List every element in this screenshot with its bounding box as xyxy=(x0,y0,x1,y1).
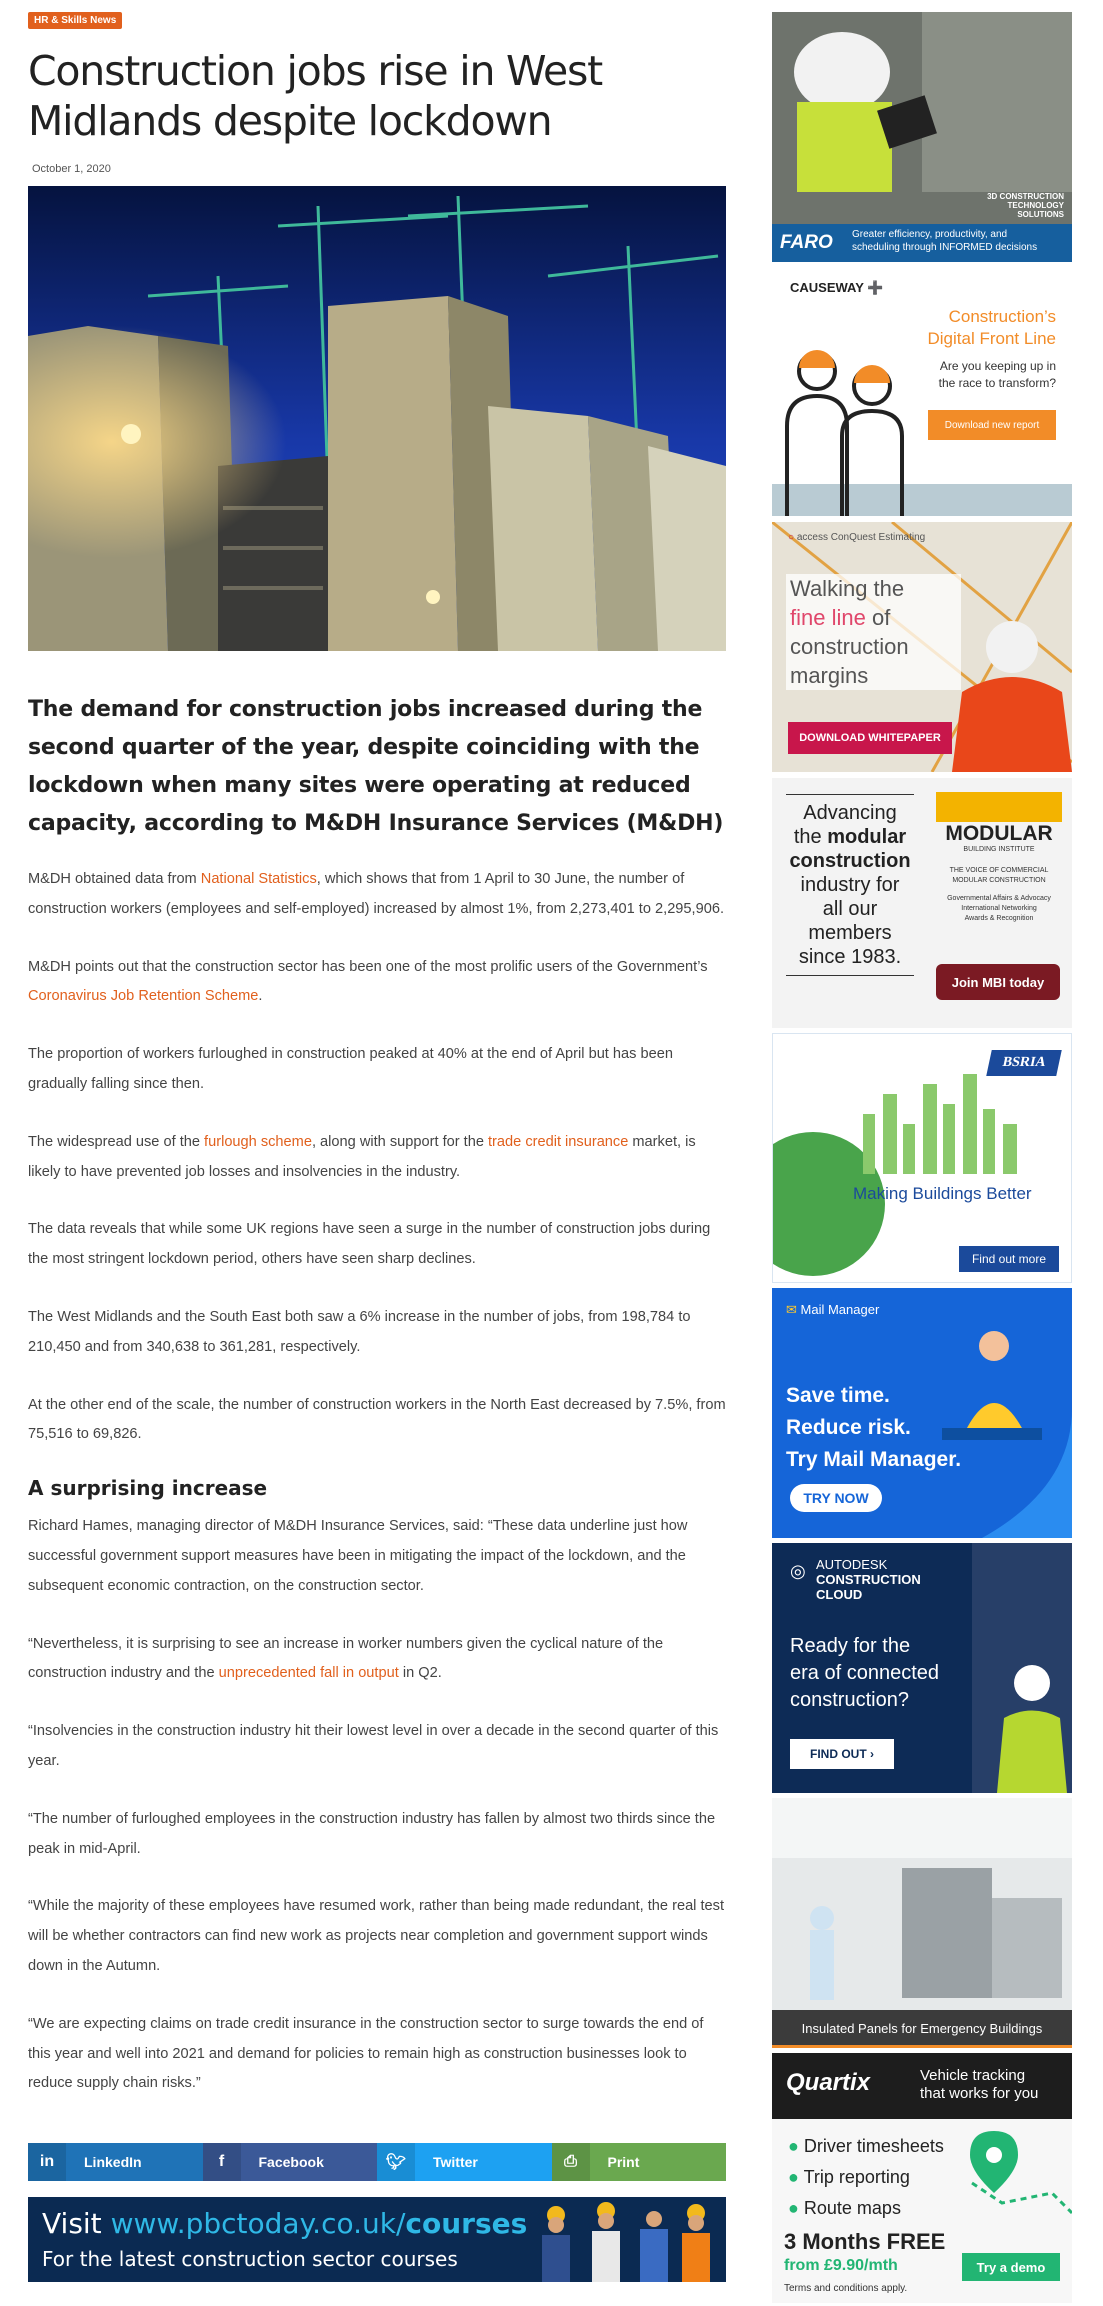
link-furlough-scheme[interactable]: furlough scheme xyxy=(204,1133,312,1150)
ad-mail-manager[interactable] xyxy=(772,1288,1072,1538)
panels-caption: Insulated Panels for Emergency Buildings xyxy=(801,2021,1043,2036)
linkedin-icon: in xyxy=(28,2143,66,2181)
causeway-subtitle: Are you keeping up in the race to transform? xyxy=(938,359,1056,390)
mbi-tagline: THE VOICE OF COMMERCIAL MODULAR CONSTRUCTION Governmental Affairs & Advocacy International Networking Awards & Recognition xyxy=(947,867,1051,922)
paragraph: “Nevertheless, it is surprising to see an increase in worker numbers given the cyclical nature of the construction industry and the unprecedented fall in output in Q2. xyxy=(28,1635,664,1682)
ad-causeway[interactable] xyxy=(772,266,1072,516)
paragraph: At the other end of the scale, the number of construction workers in the North East decreased by 7.5%, from 75,516 to 69,826. xyxy=(28,1396,726,1443)
quartix-logo: Quartix xyxy=(786,2069,871,2096)
link-national-statistics[interactable]: National Statistics xyxy=(200,871,317,887)
article-date: October 1, 2020 xyxy=(32,163,111,175)
access-download-button[interactable]: DOWNLOAD WHITEPAPER xyxy=(788,722,952,754)
facebook-icon: f xyxy=(203,2143,241,2181)
panels-accent xyxy=(772,2045,1072,2048)
paragraph: M&DH points out that the construction sector has been one of the most prolific users of the Government’s Coronavirus Job Retention Scheme. xyxy=(28,958,708,1005)
share-linkedin-button[interactable]: in LinkedIn xyxy=(28,2143,203,2181)
paragraph: “Insolvencies in the construction industry hit their lowest level in over a decade in the second quarter of this year. xyxy=(28,1723,719,1769)
bsria-logo: BSRIA xyxy=(986,1050,1062,1076)
quartix-terms: Terms and conditions apply. xyxy=(784,2283,908,2294)
share-bar xyxy=(28,2143,726,2181)
link-job-retention-scheme[interactable]: Coronavirus Job Retention Scheme xyxy=(28,988,259,1005)
autodesk-logo-icon: ◎ xyxy=(790,1561,806,1581)
subheading: A surprising increase xyxy=(28,1476,268,1501)
mbi-logo: MODULAR xyxy=(945,822,1053,845)
quartix-try-demo-button[interactable]: Try a demo xyxy=(962,2253,1060,2281)
paragraph: M&DH obtained data from National Statistics, which shows that from 1 April to 30 June, the number of construction workers (employees and self-employed) increased by almost 1%, from 2,273,401 to 2,295,906. xyxy=(28,871,724,917)
paragraph: The widespread use of the furlough scheme, along with support for the trade credit insurance market, is likely to have prevented job losses and insolvencies in the industry. xyxy=(28,1133,696,1180)
article-body xyxy=(28,865,726,2127)
pbc-courses-banner[interactable] xyxy=(28,2197,726,2282)
workers-illustration xyxy=(536,2197,726,2282)
quartix-offer: 3 Months FREE xyxy=(784,2229,946,2254)
faro-logo: FARO xyxy=(780,232,833,253)
article xyxy=(28,10,726,2092)
ad-autodesk[interactable] xyxy=(772,1543,1072,1793)
link-fall-in-output[interactable]: unprecedented fall in output xyxy=(218,1665,399,1682)
bsria-headline: Making Buildings Better xyxy=(853,1184,1032,1203)
quartix-tagline: Vehicle tracking that works for you xyxy=(920,2067,1039,2102)
faro-badge: 3D CONSTRUCTION TECHNOLOGY SOLUTIONS xyxy=(987,192,1064,219)
pbc-banner-tagline: For the latest construction sector courses xyxy=(42,2247,458,2271)
pbc-banner-url: Visit www.pbctoday.co.uk/courses xyxy=(42,2207,528,2240)
bsria-find-out-button[interactable]: Find out more xyxy=(959,1246,1059,1272)
article-lead: The demand for construction jobs increased during the second quarter of the year, despite coinciding with the lockdown when many sites were operating at reduced capacity, according to M&DH Insurance Services (M&DH) xyxy=(28,697,724,836)
ad-bsria[interactable] xyxy=(772,1033,1072,1283)
ad-insulated-panels[interactable] xyxy=(772,1798,1072,2048)
article-title: Construction jobs rise in West Midlands despite lockdown xyxy=(28,47,603,145)
ad-mbi[interactable] xyxy=(772,778,1072,1028)
hero-image xyxy=(28,186,726,651)
paragraph: The data reveals that while some UK regions have seen a surge in the number of construction jobs during the most stringent lockdown period, others have seen sharp declines. xyxy=(28,1221,711,1268)
link-trade-credit-insurance[interactable]: trade credit insurance xyxy=(488,1133,629,1150)
causeway-headline: Construction’s Digital Front Line xyxy=(927,307,1056,348)
mail-manager-try-now-button[interactable]: TRY NOW xyxy=(790,1484,882,1512)
access-logo: ○ access ConQuest Estimating xyxy=(788,532,926,543)
quartix-price: from £9.90/mth xyxy=(784,2257,898,2274)
autodesk-find-out-button[interactable]: FIND OUT › xyxy=(790,1739,894,1769)
mail-manager-logo: ✉ Mail Manager xyxy=(786,1302,880,1317)
mail-manager-headline: Save time. Reduce risk. Try Mail Manager. xyxy=(786,1384,962,1471)
causeway-logo: CAUSEWAY ➕ xyxy=(790,280,884,295)
mbi-join-button[interactable]: Join MBI today xyxy=(936,964,1060,1000)
paragraph: “The number of furloughed employees in the construction industry has fallen by almost two thirds since the peak in mid-April. xyxy=(28,1810,716,1857)
paragraph: “We are expecting claims on trade credit insurance in the construction sector to surge towards the end of this year and well into 2021 and demand for policies to remain high as construction businesses look to reduce supply chain risks.” xyxy=(28,2015,704,2092)
causeway-download-button[interactable]: Download new report xyxy=(928,410,1056,440)
share-print-button[interactable]: ⎙ Print xyxy=(552,2143,727,2181)
paragraph: Richard Hames, managing director of M&DH Insurance Services, said: “These data underline just how successful government support measures have been in mitigating the impact of the lockdown, and the subsequent economic contraction, on the construction sector. xyxy=(28,1518,688,1594)
print-icon: ⎙ xyxy=(552,2143,590,2181)
access-headline: Walking the fine line of construction margins xyxy=(786,574,961,690)
ad-faro[interactable] xyxy=(772,12,1072,262)
mbi-logo-mark xyxy=(936,792,1062,822)
paragraph: The West Midlands and the South East both saw a 6% increase in the number of jobs, from 198,784 to 210,450 and from 340,638 to 361,281, respectively. xyxy=(28,1308,691,1355)
autodesk-headline: Ready for the era of connected construction? xyxy=(790,1635,939,1711)
paragraph: “While the majority of these employees have resumed work, rather than being made redundant, the real test will be whether contractors can find new work as projects near completion and government support winds down in the Autumn. xyxy=(28,1898,725,1974)
paragraph: The proportion of workers furloughed in construction peaked at 40% at the end of April but has been gradually falling since then. xyxy=(28,1046,673,1092)
mbi-headline: Advancing the modular construction industry for all our members since 1983. xyxy=(786,794,914,976)
autodesk-logo: AUTODESK CONSTRUCTION CLOUD xyxy=(816,1557,921,1602)
faro-tagline: Greater efficiency, productivity, and scheduling through INFORMED decisions xyxy=(852,229,1038,253)
category-badge[interactable]: HR & Skills News xyxy=(28,12,122,29)
mbi-logo-sub: BUILDING INSTITUTE xyxy=(963,846,1035,853)
share-facebook-button[interactable]: f Facebook xyxy=(203,2143,378,2181)
quartix-features: ● Driver timesheets ● Trip reporting ● Route maps xyxy=(788,2136,944,2218)
ad-quartix[interactable] xyxy=(772,2053,1072,2303)
causeway-illustration xyxy=(772,266,1072,516)
twitter-icon: 🐦︎ xyxy=(377,2143,415,2181)
share-twitter-button[interactable]: 🐦︎ Twitter xyxy=(377,2143,552,2181)
ad-access[interactable] xyxy=(772,522,1072,772)
